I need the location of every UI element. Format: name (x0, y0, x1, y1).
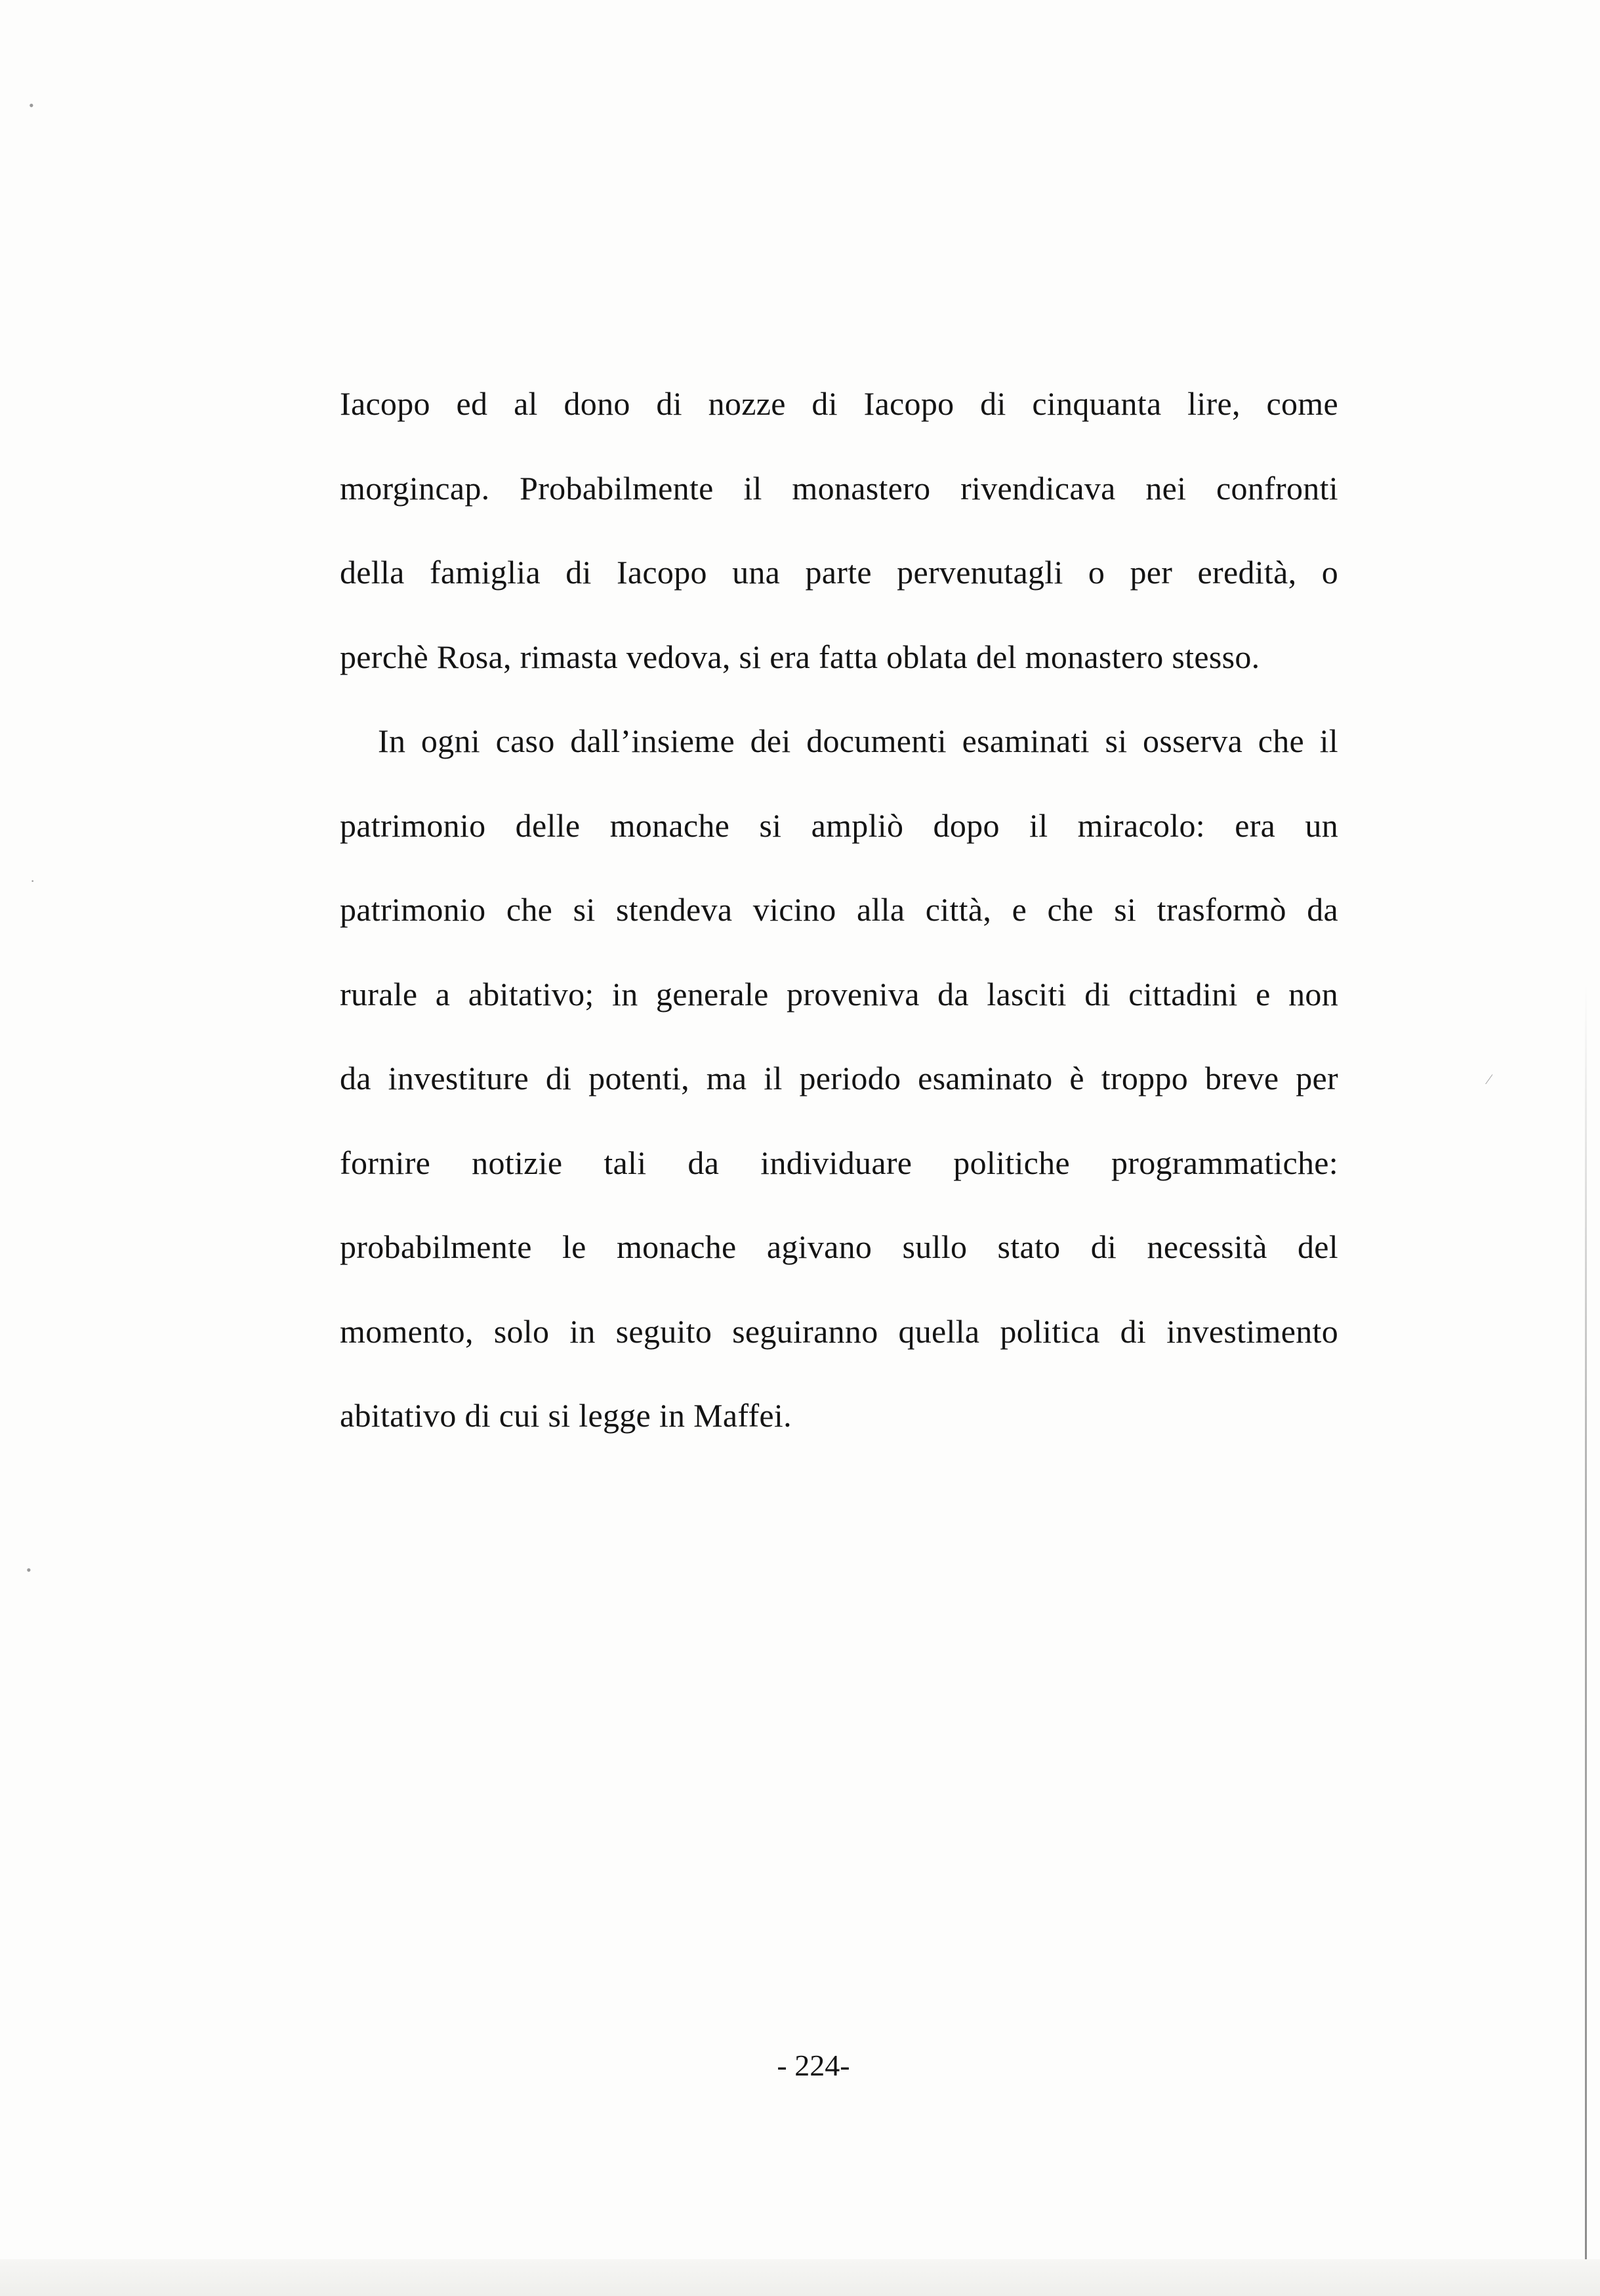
page-edge-shadow (1585, 984, 1587, 2296)
page-number: - 224- (777, 2049, 850, 2082)
paragraph-first-line: In ogni caso dall’insieme dei documenti esaminati si osserva che il (378, 722, 1338, 759)
text-line: patrimonio delle monache si ampliò dopo il miracolo: era un (340, 806, 1338, 844)
scan-speck: • (29, 97, 34, 114)
page-bottom-margin (0, 2259, 1600, 2296)
text-line: da investiture di potenti, ma il periodo esaminato è troppo breve per (340, 1060, 1338, 1096)
text-line: Iacopo ed al dono di nozze di Iacopo di cinquanta lire, come (340, 385, 1338, 422)
text-line: fornire notizie tali da individuare politiche programmatiche: (340, 1144, 1338, 1181)
text-line: perchè Rosa, rimasta vedova, si era fatta oblata del monastero stesso. (340, 638, 1260, 675)
text-line: patrimonio che si stendeva vicino alla città, e che si trasformò da (340, 891, 1338, 928)
text-line: morgincap. Probabilmente il monastero rivendicava nei confronti (340, 469, 1338, 507)
text-line: abitativo di cui si legge in Maffei. (340, 1397, 792, 1434)
text-line: probabilmente le monache agivano sullo stato di necessità del (340, 1228, 1338, 1265)
scan-speck: ⁄ (1488, 1071, 1490, 1087)
text-line: momento, solo in seguito seguiranno quella politica di investimento (340, 1312, 1338, 1350)
text-line: della famiglia di Iacopo una parte pervenutagli o per eredità, o (340, 554, 1338, 591)
body-text (340, 374, 1338, 1471)
text-line: rurale a abitativo; in generale proveniva da lasciti di cittadini e non (340, 975, 1338, 1012)
scan-speck: · (30, 873, 35, 889)
scan-speck: • (26, 1562, 31, 1578)
